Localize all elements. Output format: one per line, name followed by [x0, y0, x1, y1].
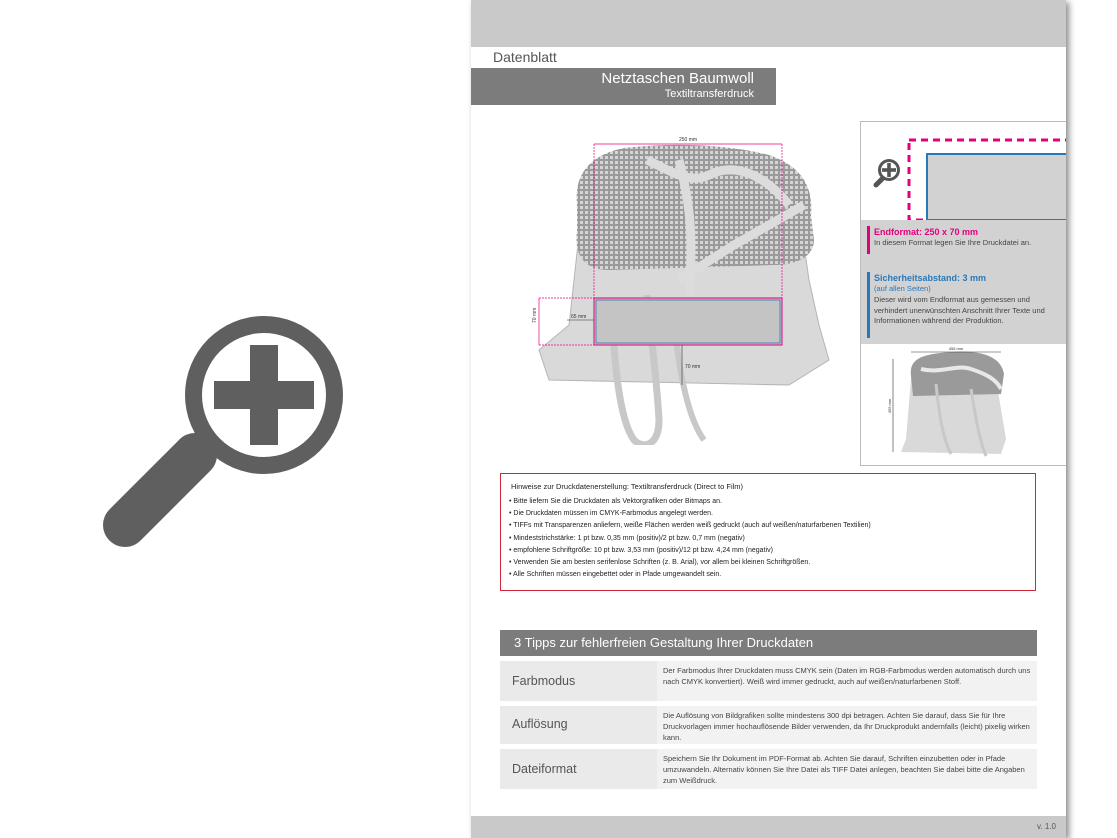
- print-area: [594, 298, 782, 345]
- bottom-bar: [471, 816, 1066, 838]
- version-label: v. 1.0: [1037, 822, 1056, 831]
- top-bar: [471, 0, 1066, 47]
- hint-item: • Alle Schriften müssen eingebettet oder in Pfade umgewandelt sein.: [509, 571, 722, 579]
- tip-row-file-format: [500, 749, 1037, 789]
- safety-text: Dieser wird vom Endformat aus gemessen und verhindert unerwünschten Anschnitt Ihrer Texte und Informationen während der Produktion.: [874, 295, 1045, 325]
- tip-label: Farbmodus: [512, 674, 576, 688]
- tips-heading: 3 Tipps zur fehlerfreien Gestaltung Ihrer Druckdaten: [500, 630, 1037, 656]
- hint-item: • empfohlene Schriftgröße: 10 pt bzw. 3,53 mm (positiv)/12 pt bzw. 4,24 mm (negativ): [509, 546, 773, 554]
- format-info: [861, 220, 1066, 344]
- hint-item: • Mindeststrichstärke: 1 pt bzw. 0,35 mm (positiv)/2 pt bzw. 0,7 mm (negativ): [509, 534, 745, 542]
- thumb-height-label: 455 mm: [887, 398, 892, 414]
- safety-title: Sicherheitsabstand: 3 mm: [874, 273, 987, 283]
- title-box: [471, 68, 776, 105]
- endformat-text: In diesem Format legen Sie Ihre Druckdatei an.: [874, 238, 1032, 247]
- hints-title: Hinweise zur Druckdatenerstellung: Textiltransferdruck (Direct to Film): [511, 482, 744, 491]
- format-panel: [860, 121, 1066, 466]
- hint-item: • TIFFs mit Transparenzen anliefern, weiße Flächen werden weiß gedruckt (auch auf weißen/naturfarbenen Textilien): [509, 522, 871, 530]
- print-method: Textiltransferdruck: [664, 88, 754, 100]
- corner-detail: [861, 122, 1066, 220]
- tip-text: Speichern Sie Ihr Dokument im PDF-Format ab. Achten Sie darauf, Schriften einzubetten oder in Pfade umzuwandeln. Alternativ können Sie Ihre Datei als TIFF Datei anlegen, beachten Sie dabei bitte die Angaben zum Weißdruck.: [663, 754, 1025, 785]
- zoom-in-icon[interactable]: [100, 305, 360, 550]
- hints-list: [509, 496, 871, 581]
- safety-subtitle: (auf allen Seiten): [874, 284, 931, 293]
- product-title: Netztaschen Baumwoll: [601, 70, 754, 87]
- hint-item: • Die Druckdaten müssen im CMYK-Farbmodus angelegt werden.: [509, 510, 713, 518]
- hint-item: • Verwenden Sie am besten serifenlose Schriften (z. B. Arial), vor allem bei kleinen Schriftgrößen.: [509, 559, 811, 567]
- print-hints-box: [500, 473, 1036, 591]
- tip-text: Der Farbmodus Ihrer Druckdaten muss CMYK sein (Daten im RGB-Farbmodus werden automatisch durch uns nach CMYK konvertiert). Weiß wird immer gedruckt, auch auf weißen/naturfarbenen Stoff.: [663, 666, 1031, 686]
- hint-item: • Bitte liefern Sie die Druckdaten als Vektorgrafiken oder Bitmaps an.: [509, 498, 722, 505]
- tip-label: Dateiformat: [512, 762, 577, 776]
- tip-label: Auflösung: [512, 717, 568, 731]
- endformat-marker: [867, 226, 870, 254]
- datasheet-page: [471, 0, 1066, 838]
- margin-label: 65 mm: [571, 314, 587, 320]
- corner-detail-graphic: [861, 122, 1066, 220]
- thumb-width-label: 455 mm: [948, 346, 964, 351]
- bottom-label: 70 mm: [685, 364, 701, 370]
- height-label: 70 mm: [532, 307, 538, 323]
- bag-diagram: [529, 120, 857, 445]
- bag-thumbnail-graphic: [861, 344, 1066, 465]
- endformat-title: Endformat: 250 x 70 mm: [874, 227, 979, 237]
- tip-row-resolution: [500, 706, 1037, 744]
- doc-label: Datenblatt: [471, 47, 590, 68]
- tip-row-color-mode: [500, 661, 1037, 701]
- width-label: 250 mm: [678, 137, 698, 143]
- bag-thumbnail: [861, 344, 1066, 465]
- small-zoom-icon[interactable]: [876, 159, 900, 185]
- safety-marker: [867, 272, 870, 338]
- tip-text: Die Auflösung von Bildgrafiken sollte mindestens 300 dpi betragen. Achten Sie darauf, dass Sie für Ihre Druckvorlagen immer hochauflösende Bilder verwenden, da Ihr Druckprodukt andernfalls (leicht) pixelig wirken kann.: [663, 711, 1030, 742]
